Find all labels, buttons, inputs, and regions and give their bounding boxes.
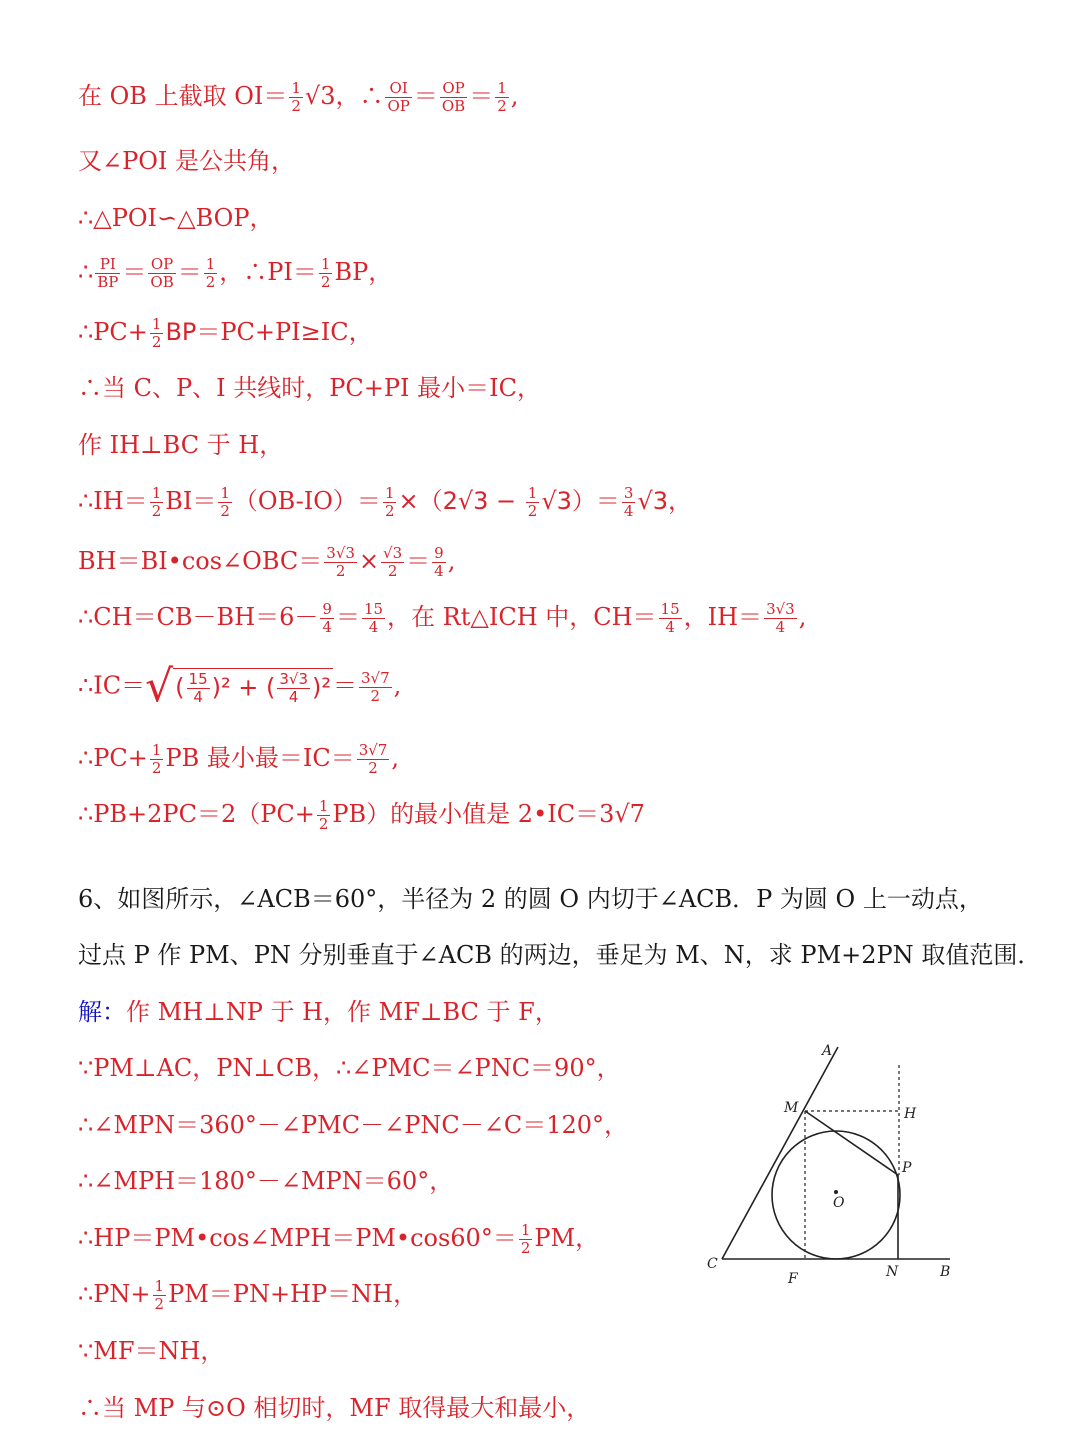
label-a: A [822,1043,833,1059]
label-n: N [886,1264,899,1280]
line-10: ∴CH＝CB－BH＝6－ $\frac{9}{4}$ ＝ $\frac{15}{4}$ ，在 Rt△ICH 中，CH＝ $\frac{15}{4}$ ，IH＝ $\frac{3√3}{4}$ , [78,600,807,636]
center-point-o [834,1190,838,1194]
question-6-line-1: 6、如图所示，∠ACB＝60°，半径为 2 的圆 O 内切于∠ACB．P 为圆 O 上一动点， [78,885,983,913]
line-11: ∴IC＝√( $\frac{15}{4}$ )² + ( $\frac{3√3}{4}$ )²＝ $\frac{3√7}{2}$ , [78,661,402,712]
label-f: F [788,1271,798,1287]
solution-line-2: ∵PM⊥AC，PN⊥CB，∴∠PMC＝∠PNC＝90°， [78,1054,621,1082]
label-p: P [902,1160,912,1176]
solution-line-7: ∵MF＝NH， [78,1337,225,1365]
line-5: ∴PC+ $\frac{1}{2}$ BP＝PC+PI≥IC， [78,315,373,351]
line-13: ∴PB+2PC＝2（PC+ $\frac{1}{2}$ PB）的最小值是 2•IC＝3√7 [78,797,645,833]
line-8: ∴IH＝ $\frac{1}{2}$ BI＝ $\frac{1}{2}$ （OB-IO）＝ $\frac{1}{2}$ ×（2√3 − $\frac{1}{2}$ √3）＝ $\frac{3}{4}$ √3， [78,484,693,520]
label-b: B [940,1264,951,1280]
solution-line-5: ∴HP＝PM•cos∠MPH＝PM•cos60°＝ $\frac{1}{2}$ PM， [78,1221,600,1257]
segment-mp [805,1111,898,1175]
sqrt-expression: √( $\frac{15}{4}$ )² + ( $\frac{3√3}{4}$ )² [145,661,331,712]
solution-line-4: ∴∠MPH＝180°－∠MPN＝60°， [78,1167,454,1195]
solution-label: 解： [78,998,126,1026]
line-9: BH＝BI•cos∠OBC＝ $\frac{3√3}{2}$ × $\frac{√3}{2}$ ＝ $\frac{9}{4}$ , [78,544,456,580]
solution-line-1: 解：作 MH⊥NP 于 H，作 MF⊥BC 于 F， [78,998,559,1026]
label-m: M [784,1100,799,1116]
line-4: ∴ $\frac{PI}{BP}$ ＝ $\frac{OP}{OB}$ ＝ $\frac{1}{2}$ ，∴PI＝ $\frac{1}{2}$ BP， [78,255,393,291]
geometry-figure [690,1035,970,1295]
line-6: ∴当 C、P、I 共线时，PC+PI 最小＝IC， [78,374,541,402]
solution-line-8: ∴当 MP 与⊙O 相切时，MF 取得最大和最小， [78,1394,591,1422]
line-12: ∴PC+ $\frac{1}{2}$ PB 最小最＝IC＝ $\frac{3√7}{2}$ , [78,741,399,777]
line-1: 在 OB 上截取 OI＝ $\frac{1}{2}$ √3，∴ $\frac{OI}{OP}$ ＝ $\frac{OP}{OB}$ ＝ $\frac{1}{2}$ , [78,79,519,115]
label-o: O [833,1195,845,1211]
line-2: 又∠POI 是公共角， [78,147,296,175]
label-h: H [904,1106,917,1122]
line-7: 作 IH⊥BC 于 H， [78,431,284,459]
label-c: C [707,1256,718,1272]
question-6-line-2: 过点 P 作 PM、PN 分别垂直于∠ACB 的两边，垂足为 M、N，求 PM+2PN 取值范围． [78,941,1042,969]
solution-line-6: ∴PN+ $\frac{1}{2}$ PM＝PN+HP＝NH， [78,1277,418,1313]
solution-line-3: ∴∠MPN＝360°－∠PMC－∠PNC－∠C＝120°， [78,1111,629,1139]
line-3: ∴△POI∽△BOP， [78,204,274,232]
